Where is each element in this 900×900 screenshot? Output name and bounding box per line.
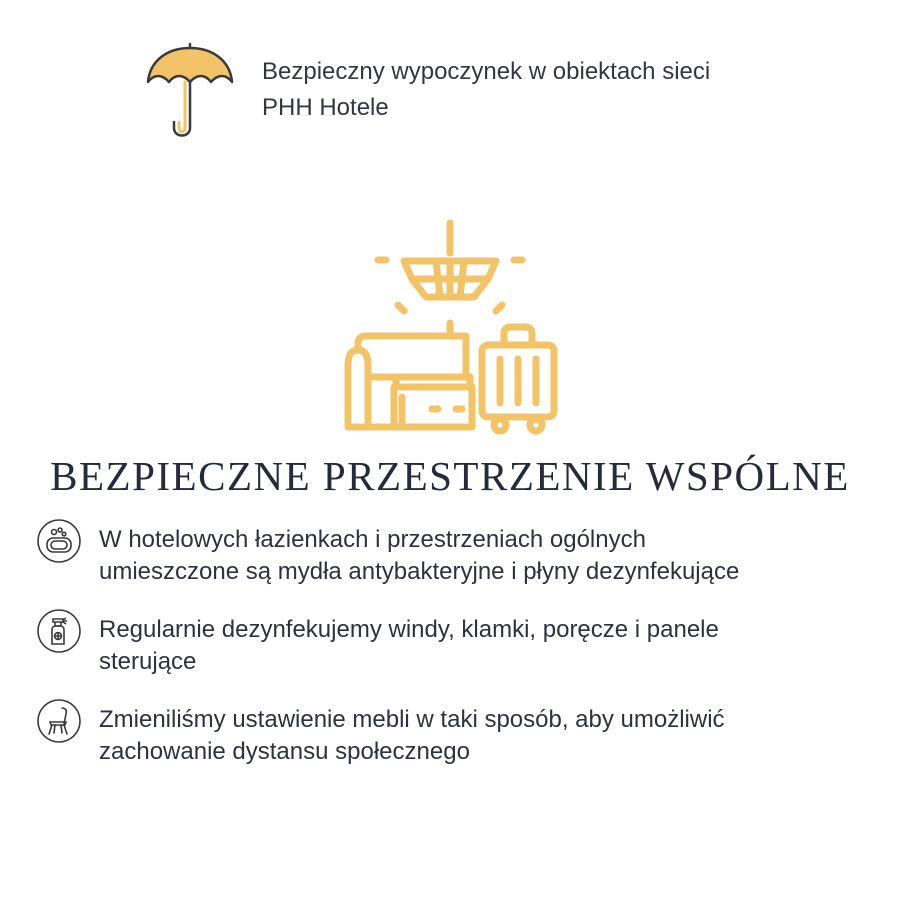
list-item-line-2: umieszczone są mydła antybakteryjne i płyny dezynfekujące (99, 558, 740, 585)
umbrella-icon (140, 38, 240, 142)
list-item (36, 608, 856, 698)
list-item-line-2: sterujące (99, 648, 197, 675)
disinfectant-spray-icon (36, 608, 82, 654)
list-item-text (99, 704, 839, 768)
soap-icon (36, 518, 82, 564)
list-item (36, 698, 856, 788)
section-title: BEZPIECZNE PRZESTRZENIE WSPÓLNE (50, 453, 850, 499)
lobby-furniture-icon (336, 215, 566, 440)
list-item-line-2: zachowanie dystansu społecznego (99, 738, 470, 765)
tagline-line-2: PHH Hotele (262, 94, 389, 121)
list-item-text (99, 524, 839, 588)
feature-list (36, 518, 856, 788)
list-item-line-1: Zmieniliśmy ustawienie mebli w taki sposób, aby umożliwić (99, 706, 725, 733)
tagline-line-1: Bezpieczny wypoczynek w obiektach sieci (262, 58, 711, 85)
header (140, 38, 840, 148)
list-item-line-1: W hotelowych łazienkach i przestrzeniach ogólnych (99, 526, 646, 553)
list-item-text (99, 614, 839, 678)
list-item (36, 518, 856, 608)
chair-icon (36, 698, 82, 744)
list-item-line-1: Regularnie dezynfekujemy windy, klamki, poręcze i panele (99, 616, 719, 643)
header-tagline (262, 54, 822, 126)
